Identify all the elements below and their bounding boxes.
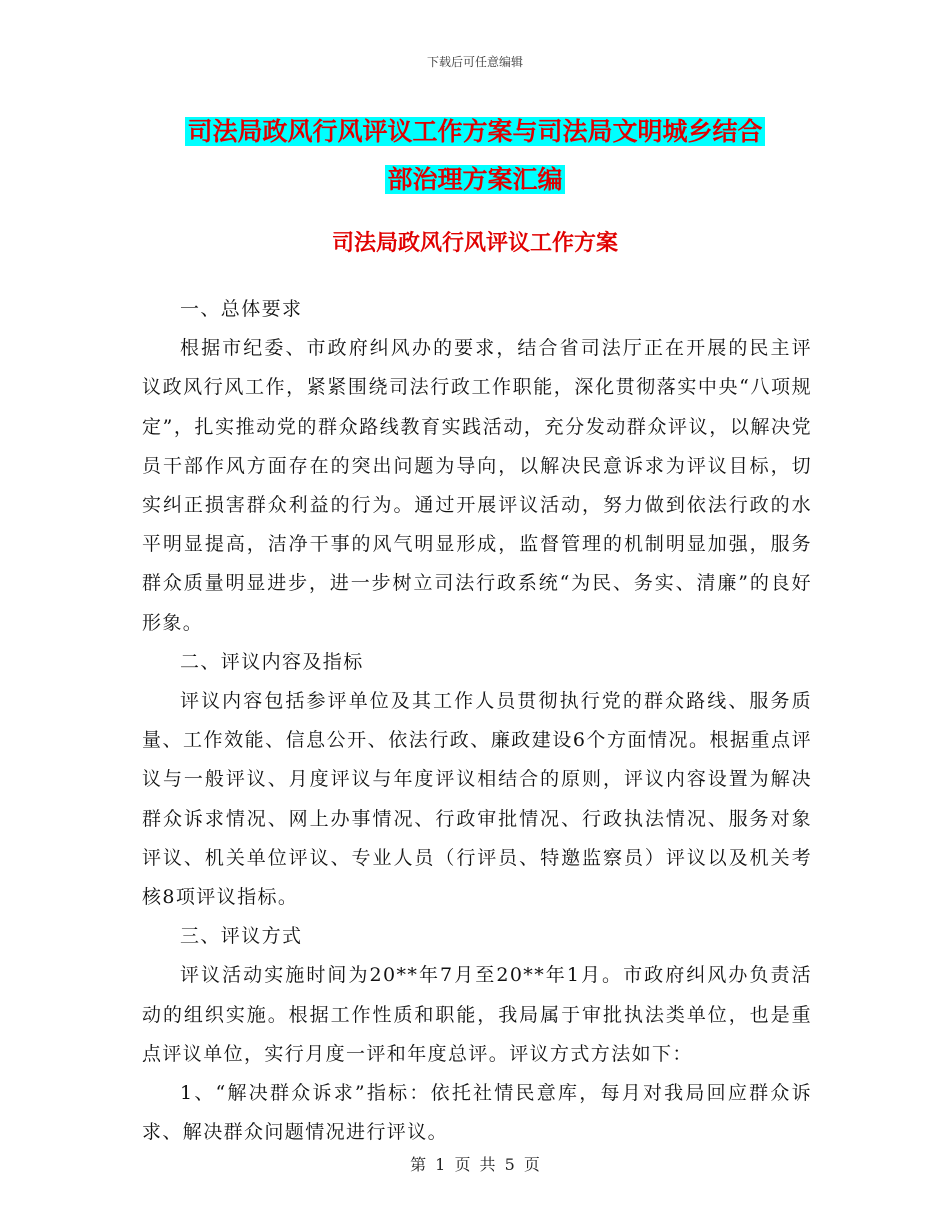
heading-evaluation-method: 三、评议方式 <box>180 925 303 948</box>
document-title <box>0 108 950 204</box>
paragraph: 评议活动实施时间为20**年7月至20**年1月。市政府纠风办负责活动的组织实施。根据工作性质和职能，我局属于审批执法类单位，也是重点评议单位，实行月度一评和年度总评。评议方式方法如下： <box>142 964 812 1065</box>
title-line-2: 部治理方案汇编 <box>387 165 563 194</box>
paragraph: 根据市纪委、市政府纠风办的要求，结合省司法厅正在开展的民主评议政风行风工作，紧紧围绕司法行政工作职能，深化贯彻落实中央“八项规定”，扎实推动党的群众路线教育实践活动，充分发动群众评议，以解决党员干部作风方面存在的突出问题为导向，以解决民意诉求为评议目标，切实纠正损害群众利益的行为。通过开展评议活动，努力做到依法行政的水平明显提高，洁净干事的风气明显形成，监督管理的机制明显加强，服务群众质量明显进步，进一步树立司法行政系统“为民、务实、清廉”的良好形象。 <box>142 337 812 634</box>
header-note: 下载后可任意编辑 <box>426 55 523 69</box>
paragraph: 评议内容包括参评单位及其工作人员贯彻执行党的群众路线、服务质量、工作效能、信息公开、依法行政、廉政建设6个方面情况。根据重点评议与一般评议、月度评议与年度评议相结合的原则，评议内容设置为解决群众诉求情况、网上办事情况、行政审批情况、行政执法情况、服务对象评议、机关单位评议、专业人员（行评员、特邀监察员）评议以及机关考核8项评议指标。 <box>142 690 812 909</box>
section-title: 司法局政风行风评议工作方案 <box>331 230 618 256</box>
title-line-1: 司法局政风行风评议工作方案与司法局文明城乡结合 <box>187 117 763 146</box>
paragraph: 1、“解决群众诉求”指标：依托社情民意库，每月对我局回应群众诉求、解决群众问题情况进行评议。 <box>142 1082 812 1144</box>
page-footer: 第 1 页 共 5 页 <box>410 1155 540 1174</box>
heading-content-indicators: 二、评议内容及指标 <box>180 650 364 673</box>
heading-overall-requirements: 一、总体要求 <box>180 298 303 320</box>
document-body <box>142 290 812 1152</box>
